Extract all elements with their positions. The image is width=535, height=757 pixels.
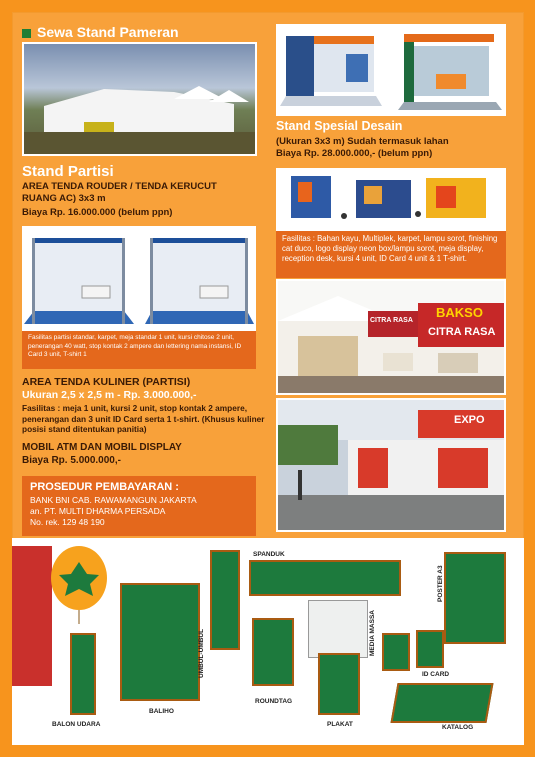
partisi-booth-images	[22, 226, 256, 331]
spesial-details	[276, 136, 516, 160]
label-baliho: BALIHO	[149, 708, 174, 715]
bakso-sign: BAKSO	[436, 305, 483, 320]
partisi-line2: RUANG AC) 3x3 m	[22, 193, 106, 204]
red-gate-photo	[12, 546, 52, 686]
atm-price: Biaya Rp. 5.000.000,-	[22, 455, 121, 466]
kuliner-size: Ukuran 2,5 x 2,5 m - Rp. 3.000.000,-	[22, 389, 197, 401]
tent-photo	[22, 42, 257, 156]
label-spanduk: SPANDUK	[253, 551, 285, 558]
plakat-banner	[318, 653, 360, 715]
poster-banner	[444, 552, 506, 644]
prosedur-account-name: an. PT. MULTI DHARMA PERSADA	[30, 506, 166, 516]
tent-photo-illustration	[24, 44, 257, 156]
spesial-line1: (Ukuran 3x3 m) Sudah termasuk lahan	[276, 136, 449, 147]
page-title	[22, 24, 179, 40]
label-poster-a3: POSTER A3	[437, 565, 444, 602]
kuliner-photo	[276, 279, 506, 395]
balloon-icon	[47, 544, 111, 624]
label-umbul-umbul: UMBUL-UMBUL	[198, 628, 205, 678]
spesial-price: Biaya Rp. 28.000.000,- (belum ppn)	[276, 148, 433, 159]
expo-sign: EXPO	[454, 414, 485, 426]
label-media-massa: MEDIA MASSA	[369, 610, 376, 656]
roundtag-banner	[252, 618, 294, 686]
media-section	[12, 538, 524, 745]
katalog-image	[390, 683, 493, 723]
umbul-banner	[210, 550, 240, 650]
idcard-1	[382, 633, 410, 671]
spesial-booth-images-2	[276, 168, 506, 231]
expo-photo	[276, 398, 506, 532]
label-id-card: ID CARD	[422, 671, 450, 678]
kuliner-photo-illustration	[278, 281, 506, 395]
spesial-facilities: Fasilitas : Bahan kayu, Multiplek, karpet, lampu sorot, finishing cat duco, logo display neon box/lampu sorot, meja display, reception desk, kursi 4 unit, ID Card 4 unit & 1 T-shirt.	[276, 231, 506, 278]
kuliner-facilities: Fasilitas : meja 1 unit, kursi 2 unit, stop kontak 2 ampere, penerangan dan 3 unit ID Card serta 1 t-shirt. (Khusus kuliner posisi stand ditentukan panitia)	[22, 403, 265, 434]
prosedur-box	[22, 476, 256, 536]
label-katalog: KATALOG	[442, 724, 474, 731]
kuliner-heading: AREA TENDA KULINER (PARTISI)	[22, 376, 191, 388]
spesial-heading: Stand Spesial Desain	[276, 119, 403, 133]
partisi-facilities: Fasilitas partisi standar, karpet, meja standar 1 unit, kursi chitose 2 unit, penerangan 40 watt, stop kontak 2 ampere dan lettering nama instansi, ID Card 3 unit, T-shirt 1	[22, 331, 256, 369]
atm-heading: MOBIL ATM DAN MOBIL DISPLAY	[22, 442, 182, 453]
idcard-2	[416, 630, 444, 668]
label-roundtag: ROUNDTAG	[255, 698, 293, 705]
label-plakat: PLAKAT	[327, 721, 353, 728]
spesial-booth-images	[276, 24, 506, 116]
partisi-booth-illustration	[22, 226, 256, 331]
spanduk-banner	[249, 560, 401, 596]
partisi-details	[22, 181, 272, 219]
spesial-booth-illustration	[276, 24, 506, 116]
partisi-heading: Stand Partisi	[22, 163, 114, 180]
baliho-banner	[120, 583, 200, 701]
prosedur-heading: PROSEDUR PEMBAYARAN :	[30, 481, 179, 493]
prosedur-bank: BANK BNI CAB. RAWAMANGUN JAKARTA	[30, 495, 197, 505]
page-title-text: Sewa Stand Pameran	[37, 24, 179, 40]
prosedur-account-number: No. rek. 129 48 190	[30, 517, 105, 527]
balon-banner	[70, 633, 96, 715]
citra-rasa-sign-small: CITRA RASA	[370, 317, 413, 324]
media-massa-image	[308, 600, 368, 658]
bullet-square-icon	[22, 29, 31, 38]
spesial-booth-illustration-2	[276, 168, 506, 231]
citra-rasa-sign: CITRA RASA	[428, 326, 496, 338]
partisi-price: Biaya Rp. 16.000.000 (belum ppn)	[22, 207, 173, 218]
label-balon-udara: BALON UDARA	[52, 721, 101, 728]
partisi-line1: AREA TENDA ROUDER / TENDA KERUCUT	[22, 181, 217, 192]
